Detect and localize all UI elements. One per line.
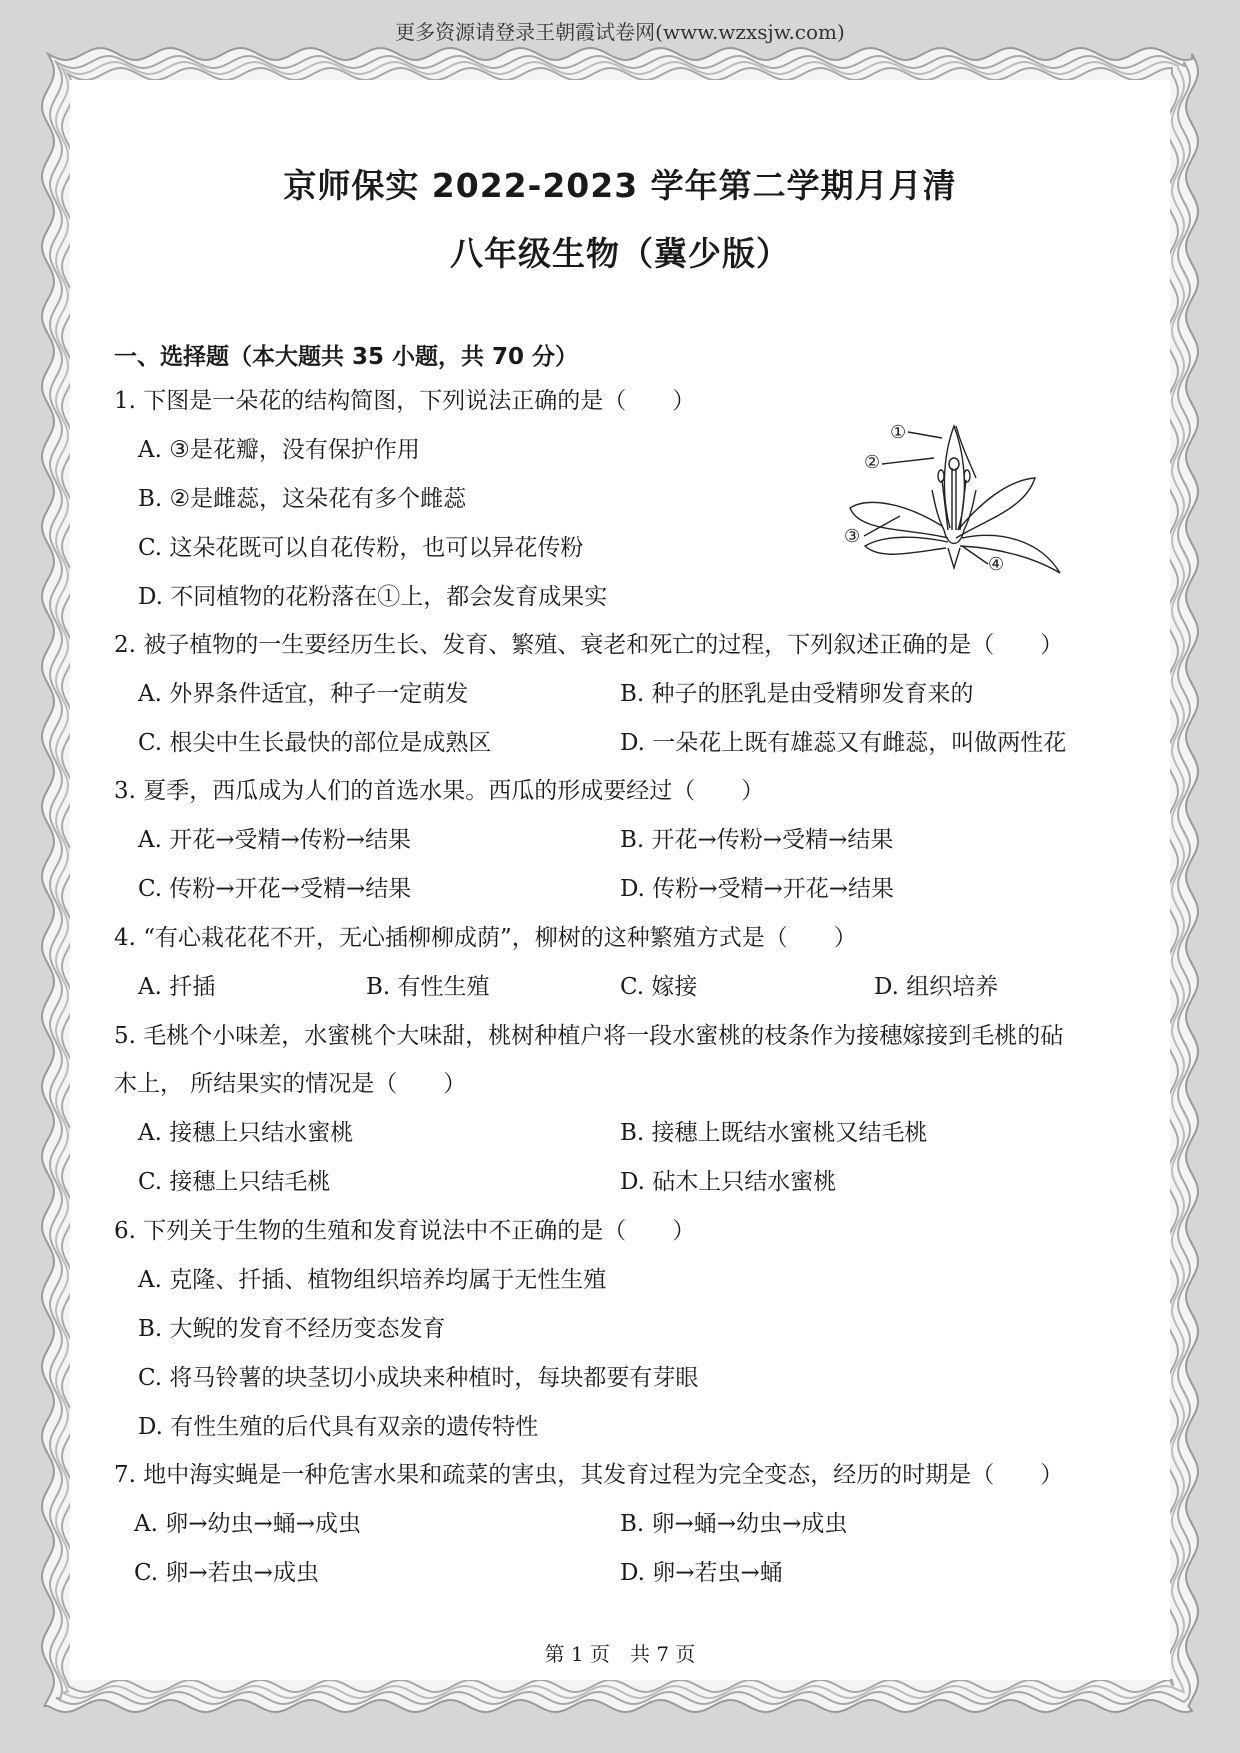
question-3-option-b: B. 开花→传粉→受精→结果 — [620, 827, 894, 853]
question-2-option-b: B. 种子的胚乳是由受精卵发育来的 — [620, 681, 974, 707]
question-3-option-a: A. 开花→受精→传粉→结果 — [138, 827, 412, 853]
question-7-option-d: D. 卵→若虫→蛹 — [620, 1560, 783, 1586]
question-4-option-c: C. 嫁接 — [620, 974, 698, 1000]
question-5-option-d: D. 砧木上只结水蜜桃 — [620, 1169, 837, 1195]
question-1-stem: 1. 下图是一朵花的结构简图，下列说法正确的是（ ） — [114, 388, 696, 414]
question-6-stem: 6. 下列关于生物的生殖和发育说法中不正确的是（ ） — [114, 1218, 696, 1244]
question-3-option-c: C. 传粉→开花→受精→结果 — [138, 876, 412, 902]
figure-label-4: ④ — [988, 554, 1005, 575]
section-heading: 一、选择题（本大题共 35 小题，共 70 分） — [114, 344, 579, 370]
question-3-stem: 3. 夏季，西瓜成为人们的首选水果。西瓜的形成要经过（ ） — [114, 778, 765, 804]
page-footer: 第 1 页 共 7 页 — [544, 1642, 696, 1666]
question-1-option-b: B. ②是雌蕊，这朵花有多个雌蕊 — [138, 486, 467, 512]
question-4-option-a: A. 扦插 — [138, 974, 216, 1000]
figure-label-1: ① — [890, 422, 907, 443]
question-6-option-b: B. 大鲵的发育不经历变态发育 — [138, 1316, 446, 1342]
question-4-stem: 4. “有心栽花花不开，无心插柳柳成荫”，柳树的这种繁殖方式是（ ） — [114, 925, 857, 951]
question-2-option-d: D. 一朵花上既有雄蕊又有雌蕊，叫做两性花 — [620, 730, 1067, 756]
question-5-stem: 5. 毛桃个小味差，水蜜桃个大味甜，桃树种植户将一段水蜜桃的枝条作为接穗嫁接到毛桃的砧 — [114, 1023, 1064, 1049]
question-4-option-d: D. 组织培养 — [874, 974, 999, 1000]
question-4-option-b: B. 有性生殖 — [366, 974, 490, 1000]
question-2-stem: 2. 被子植物的一生要经历生长、发育、繁殖、衰老和死亡的过程，下列叙述正确的是（ ） — [114, 632, 1064, 658]
exam-subtitle: 八年级生物（冀少版） — [450, 234, 790, 273]
question-1-option-a: A. ③是花瓣，没有保护作用 — [138, 437, 420, 463]
question-2-option-c: C. 根尖中生长最快的部位是成熟区 — [138, 730, 492, 756]
watermark-text: 更多资源请登录王朝霞试卷网(www.wzxsjw.com) — [395, 20, 845, 44]
question-5-option-a: A. 接穗上只结水蜜桃 — [138, 1120, 354, 1146]
question-7-option-c: C. 卵→若虫→成虫 — [134, 1560, 319, 1586]
question-1-option-d: D. 不同植物的花粉落在①上，都会发育成果实 — [138, 584, 608, 610]
question-6-option-c: C. 将马铃薯的块茎切小成块来种植时，每块都要有芽眼 — [138, 1365, 699, 1391]
question-7-option-b: B. 卵→蛹→幼虫→成虫 — [620, 1511, 848, 1537]
flower-structure-diagram — [830, 418, 1070, 576]
figure-label-3: ③ — [844, 526, 861, 547]
question-1-option-c: C. 这朵花既可以自花传粉，也可以异花传粉 — [138, 535, 584, 561]
question-7-option-a: A. 卵→幼虫→蛹→成虫 — [134, 1511, 362, 1537]
question-3-option-d: D. 传粉→受精→开花→结果 — [620, 876, 895, 902]
question-6-option-a: A. 克隆、扦插、植物组织培养均属于无性生殖 — [138, 1267, 607, 1293]
question-6-option-d: D. 有性生殖的后代具有双亲的遗传特性 — [138, 1414, 539, 1440]
question-5-option-b: B. 接穗上既结水蜜桃又结毛桃 — [620, 1120, 928, 1146]
question-7-stem: 7. 地中海实蝇是一种危害水果和疏菜的害虫，其发育过程为完全变态，经历的时期是（ ） — [114, 1462, 1064, 1488]
question-5-stem-continued: 木上， 所结果实的情况是（ ） — [114, 1071, 467, 1097]
question-5-option-c: C. 接穗上只结毛桃 — [138, 1169, 331, 1195]
question-2-option-a: A. 外界条件适宜，种子一定萌发 — [138, 681, 469, 707]
figure-label-2: ② — [864, 452, 881, 473]
exam-title: 京师保实 2022-2023 学年第二学期月月清 — [283, 166, 957, 205]
